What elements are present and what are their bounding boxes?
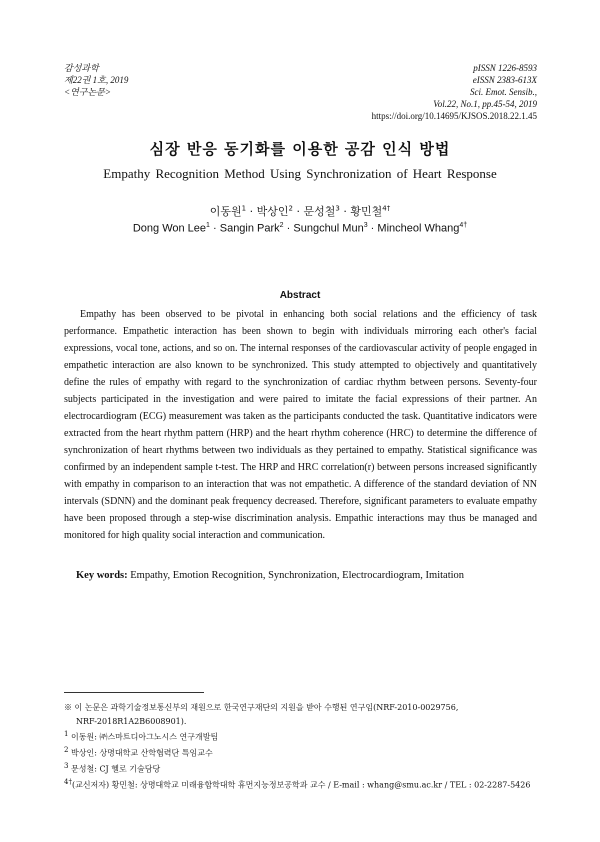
authors-korean bbox=[0, 203, 600, 219]
author-mark: 1 bbox=[206, 222, 210, 229]
footnote-mark: 1 bbox=[64, 730, 69, 738]
article-type: <연구논문> bbox=[64, 87, 111, 97]
journal-name: 감성과학 bbox=[64, 63, 99, 73]
footnote-mark: 4† bbox=[64, 778, 72, 787]
author-name: Sangin Park bbox=[219, 222, 280, 235]
footnote-mark: 2 bbox=[64, 746, 69, 755]
title-english: Empathy Recognition Method Using Synchronization of Heart Response bbox=[103, 166, 497, 181]
title-korean: 심장 반응 동기화를 이용한 공감 인식 방법 bbox=[149, 140, 451, 158]
author-separator: · bbox=[213, 222, 217, 235]
eissn: eISSN 2383-613X bbox=[472, 75, 537, 85]
author-mark: 3 bbox=[335, 204, 340, 213]
keywords bbox=[76, 570, 464, 581]
author-name: Sungchul Mun bbox=[293, 222, 364, 235]
abstract-body: Empathy has been observed to be pivotal in enhancing both social relations and the efficiency of task performance. Empathetic interaction has been shown to begin with individuals mirroring each other's facial expressions, vocal tone, actions, and so on. The internal responses of the cardiovascular activity of people engaged in empathetic interaction are also known to be synchronized. This study attempted to objectively and quantitatively define the rules of empathy with regard to the synchronization of cardiac rhythm between persons. Seventy-four subjects participated in the investigation and were paired to imitate the facial expressions of their partner. An electrocardiogram (ECG) measurement was taken as the participants conducted the task. Quantitative indicators were extracted from the heart rhythm pattern (HRP) and the heart rhythm coherence (HRC) to determine the difference of synchronization of heart rhythms between two individuals as they pertained to empathy. Statistical significance was confirmed by an independent sample t-test. The HRP and HRC correlation(r) between persons increased significantly with empathy in comparison to an interaction that was not empathetic. A difference of the standard deviation of NN intervals (SDNN) and the dominant peak frequency decreased. Therefore, significant parameters to evaluate empathy have been proposed through a step-wise discrimination analysis. Empathic interactions may thus be managed and monitored for high quality social interaction and communication. bbox=[64, 309, 537, 541]
author-name: Mincheol Whang bbox=[377, 222, 460, 235]
footnotes bbox=[64, 701, 544, 793]
author-separator: · bbox=[249, 205, 254, 218]
author-separator: · bbox=[296, 205, 300, 218]
keywords-list: Empathy, Emotion Recognition, Synchronization, Electrocardiogram, Imitation bbox=[130, 570, 465, 581]
author-name: Dong Won Lee bbox=[132, 222, 207, 235]
journal-volume: 제22권 1호, 2019 bbox=[64, 75, 129, 85]
journal-header-right bbox=[372, 62, 537, 122]
author-mark: 1 bbox=[241, 204, 247, 213]
funding-note-cont: NRF-2018R1A2B6008901). bbox=[76, 716, 187, 726]
author-mark: 2 bbox=[279, 222, 284, 229]
author-name: 문성철 bbox=[303, 205, 336, 218]
author-separator: · bbox=[343, 205, 347, 218]
doi-link[interactable]: https://doi.org/10.14695/KJSOS.2018.22.1.45 bbox=[371, 111, 537, 121]
author-mark: 2 bbox=[288, 204, 293, 213]
author-name: 박상인 bbox=[256, 205, 289, 218]
authors-english bbox=[0, 222, 600, 235]
author-mark: 3 bbox=[363, 222, 368, 229]
pissn: pISSN 1226-8593 bbox=[473, 63, 537, 73]
affiliation-text: 이동원: ㈜스마트디아그노시스 연구개발팀 bbox=[71, 732, 219, 742]
author-mark: 4† bbox=[382, 204, 391, 213]
journal-abbrev: Sci. Emot. Sensib., bbox=[470, 87, 537, 97]
author-separator: · bbox=[286, 222, 291, 235]
affiliation-text: 박상인: 상명대학교 산학협력단 특임교수 bbox=[71, 748, 213, 758]
corresponding-author bbox=[64, 776, 544, 792]
funding-note: ※ 이 논문은 과학기술정보통신부의 재원으로 한국연구재단의 지원을 받아 수행된 연구임(NRF-2010-0029756, bbox=[64, 703, 459, 712]
author-name: 이동원 bbox=[209, 205, 242, 218]
affiliation-text: 문성철: CJ 헬로 기술담당 bbox=[71, 764, 161, 774]
author-separator: · bbox=[370, 222, 375, 235]
author-affiliation-3 bbox=[64, 760, 544, 776]
author-affiliation-1 bbox=[64, 728, 544, 744]
keywords-label: Key words: bbox=[76, 570, 128, 581]
volume-pages: Vol.22, No.1, pp.45-54, 2019 bbox=[433, 99, 537, 109]
footnote-mark: 3 bbox=[64, 762, 69, 771]
author-affiliation-2 bbox=[64, 744, 544, 760]
journal-header-left bbox=[64, 62, 128, 98]
author-mark: 4† bbox=[459, 222, 468, 229]
abstract-heading: Abstract bbox=[279, 290, 321, 301]
footnote-divider bbox=[64, 692, 204, 693]
affiliation-text: (교신저자) 황민철: 상명대학교 미래융합학대학 휴먼지능정보공학과 교수 / E-mail : whang@smu.ac.kr / TEL : 02-2287-5426 bbox=[71, 781, 531, 791]
author-name: 황민철 bbox=[350, 205, 383, 218]
